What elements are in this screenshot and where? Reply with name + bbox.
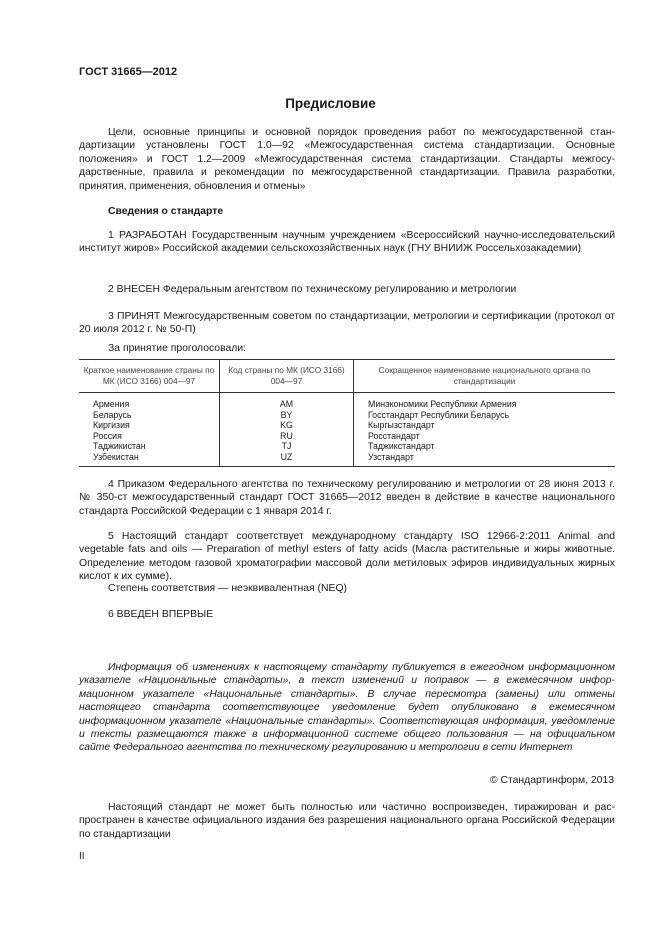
item-2: 2 ВНЕСЕН Федеральным агентством по техническому регулированию и метрологии: [108, 284, 517, 295]
voted-label: За принятие проголосовали:: [108, 343, 247, 354]
table-cell-country: Армения: [93, 399, 130, 409]
table-row: [79, 441, 615, 452]
table-row: [79, 393, 615, 410]
table-cell-body: Росстандарт: [354, 431, 616, 442]
table-cell-country: Таджикистан: [93, 441, 146, 452]
table-cell-code: BY: [220, 410, 354, 421]
item-6: 6 ВВЕДЕН ВПЕРВЫЕ: [108, 609, 214, 620]
table-header-country: Краткое наименование страны по МК (ИСО 3166) 004—97: [79, 360, 220, 393]
page-title: Предисловие: [285, 96, 376, 111]
reproduction-notice: Настоящий стандарт не может быть полностью или частично воспроизведен, тиражирован и распространен в качестве официального издания без разрешения национального органа Российской Федерации по стандартизации: [79, 802, 615, 840]
item-1: 1 РАЗРАБОТАН Государственным научным учреждением «Всероссийский научно-исследовательский институт жиров» Российской академии сельскохозяйственных наук (ГНУ ВНИИЖ Россельхозакадемии): [79, 230, 615, 255]
table-cell-country: Узбекистан: [79, 452, 220, 466]
table-cell-country: Россия: [93, 430, 122, 441]
table-header-body: Сокращенное наименование национального органа по стандартизации: [354, 360, 616, 393]
table-cell-code: TJ: [220, 441, 354, 452]
table-cell-body: Кыргызстандарт: [354, 420, 616, 431]
table-header-code: Код страны по МК (ИСО 3166) 004—97: [220, 360, 354, 393]
table-cell-body: Минэкономики Республики Армения: [354, 393, 616, 410]
table-cell-country: Беларусь: [93, 409, 132, 420]
copyright: © Стандартинформ, 2013: [489, 775, 614, 786]
section-heading: Сведения о стандарте: [108, 206, 224, 217]
item-4: 4 Приказом Федерального агентства по техническому регулированию и метрологии от 28 июня 2013 г. № 350-ст межгосударственный стандарт ГОСТ 31665—2012 введен в действие в качестве национального стандарта Российской Федерации с 1 января 2014 г.: [79, 479, 615, 517]
table-row: [79, 452, 615, 466]
item-3: 3 ПРИНЯТ Межгосударственным советом по стандартизации, метрологии и сертификации (протокол от 20 июля 2012 г. № 50-П): [79, 311, 615, 336]
intro-paragraph: Цели, основные принципы и основной порядок проведения работ по межгосударственной стандартизации установлены ГОСТ 1.0—92 «Межгосударственная система стандартизации. Основные положения» и ГОСТ 1.2—2009 «Межгосударственная система стандартизации. Стандарты межгосударственные, правила и рекомендации по межгосударственной стандартизации. Правила разработки, принятия, применения, обновления и отмены»: [79, 127, 615, 192]
item-5: 5 Настоящий стандарт соответствует международному стандарту ISO 12966-2:2011 Animal and vegetable fats and oils — Preparation of methyl esters of fatty acids (Масла растительные и жиры животные. Определение методом газовой хроматографии массовой доли метиловых эфиров индивидуальных жирных кислот к их сумме).: [79, 531, 615, 583]
table-cell-code: KG: [220, 420, 354, 431]
table-cell-code: RU: [220, 431, 354, 442]
table-header-row: [79, 360, 615, 393]
table-cell-body: Таджикстандарт: [354, 441, 616, 452]
table-row: [79, 410, 615, 421]
table-cell-code: AM: [220, 393, 354, 410]
table-row: [79, 420, 615, 431]
voting-table: [79, 359, 615, 467]
info-notice: Информация об изменениях к настоящему стандарту публикуется в ежегодном информационном указателе «Национальные стандарты», а текст изменений и поправок — в ежемесячном информационном указателе «Национальные стандарты». В случае пересмотра (замены) или отмены настоящего стандарта соответствующее уведомление будет опубликовано в ежемесячном информационном указателе «Национальные стандарты». Соответствующая информация, уведомление и тексты размещаются также в информационной системе общего пользования — на официальном сайте Федерального агентства по техническому регулированию и метрологии в сети Интернет: [79, 662, 615, 754]
document-id: ГОСТ 31665—2012: [79, 66, 178, 78]
conformity-degree: Степень соответствия — неэквивалентная (NEQ): [108, 583, 347, 594]
page-number: II: [79, 851, 85, 862]
table-cell-code: UZ: [220, 452, 354, 466]
table-cell-body: Госстандарт Республики Беларусь: [354, 410, 616, 421]
table-cell-body: Узстандарт: [354, 452, 616, 466]
table-row: [79, 431, 615, 442]
table-cell-country: Киргизия: [93, 420, 130, 431]
